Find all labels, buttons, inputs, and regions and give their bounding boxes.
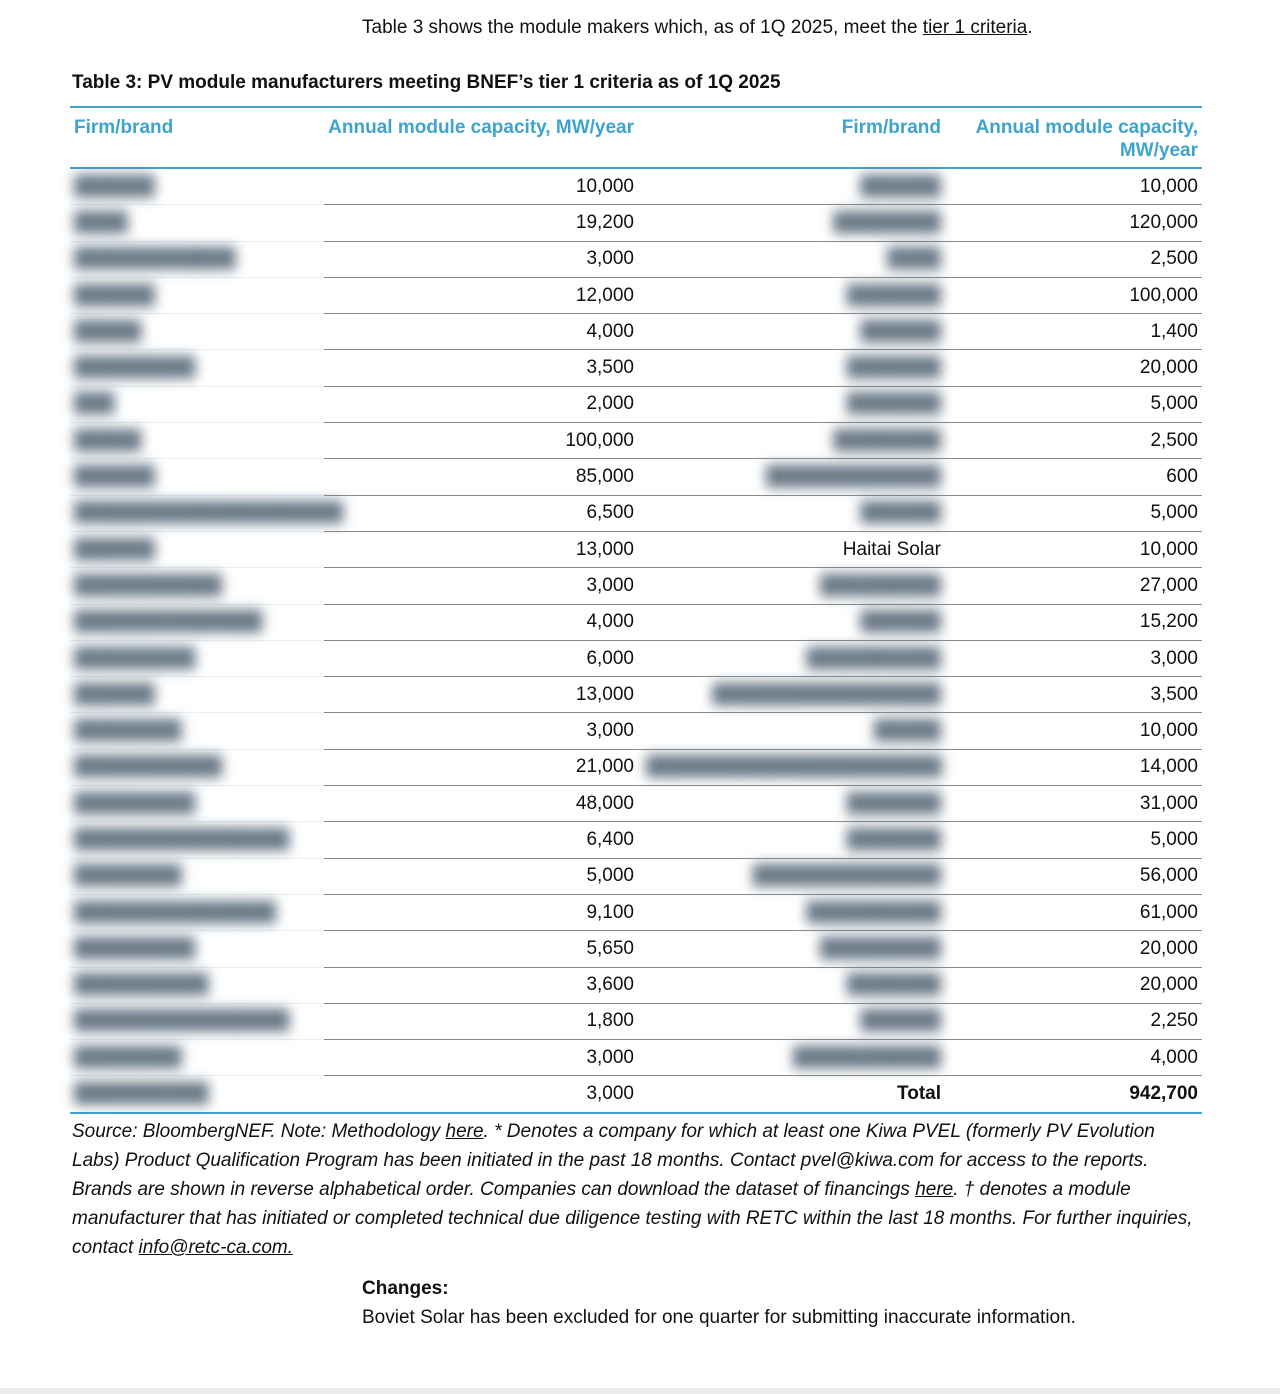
table-row [70,277,1202,313]
table-row [70,1040,1202,1076]
redacted-firm-name: ███████████ [74,574,223,596]
firm-brand-right-cell [642,386,945,422]
redacted-firm-name: █████████████ [766,466,941,488]
capacity-right-cell [945,1040,1202,1076]
table-title: Table 3: PV module manufacturers meeting BNEF’s tier 1 criteria as of 1Q 2025 [72,72,781,93]
capacity-right-cell-text: 14,000 [1139,756,1198,778]
firm-brand-right-cell [642,894,945,930]
capacity-left-cell-text: 2,000 [586,393,634,415]
redacted-firm-name: ██████████ [74,974,209,996]
redacted-firm-name: ████████████ [74,248,236,270]
redacted-firm-name: ████████████████████ [74,502,344,524]
firm-brand-right-cell [642,168,945,205]
capacity-left-cell-text: 3,000 [586,1083,634,1105]
firm-brand-right-cell [642,786,945,822]
capacity-right-cell [945,713,1202,749]
capacity-left-cell [324,967,642,1003]
capacity-right-cell-text: 2,500 [1150,429,1198,451]
firm-brand-right-cell [642,822,945,858]
footnote-text-1: Source: BloombergNEF. Note: Methodology [72,1121,446,1142]
capacity-left-cell-text: 6,500 [586,502,634,524]
firm-brand-right-cell [642,277,945,313]
capacity-left-cell-text: 3,000 [586,248,634,270]
capacity-left-cell [324,168,642,205]
table-row [70,894,1202,930]
firm-brand-left-cell [70,786,324,822]
redacted-firm-name: ████████ [833,211,941,233]
redacted-firm-name: ████ [74,211,128,233]
table-row [70,931,1202,967]
capacity-left-cell [324,786,642,822]
capacity-left-cell [324,1076,642,1113]
firm-brand-right-cell [642,205,945,241]
capacity-left-cell-text: 21,000 [575,756,634,778]
table-row [70,241,1202,277]
capacity-right-cell-text: 61,000 [1139,901,1198,923]
capacity-left-cell-text: 4,000 [586,611,634,633]
capacity-left-cell-text: 5,650 [586,937,634,959]
firm-brand-left-cell [70,931,324,967]
redacted-firm-name: ██████ [860,1010,941,1032]
capacity-left-cell [324,531,642,567]
capacity-left-cell-text: 3,000 [586,720,634,742]
table-row [70,604,1202,640]
capacity-right-cell [945,640,1202,676]
redacted-firm-name: ██████ [860,320,941,342]
table-header-row [70,107,1202,168]
table-row [70,495,1202,531]
capacity-left-cell [324,386,642,422]
firm-brand-right-cell [642,967,945,1003]
capacity-right-cell [945,241,1202,277]
firm-brand-left-cell [70,604,324,640]
firm-brand-right-cell [642,604,945,640]
capacity-left-cell [324,350,642,386]
capacity-right-cell [945,894,1202,930]
capacity-left-cell-text: 3,500 [586,357,634,379]
redacted-firm-name: ██████████ [74,1083,209,1105]
capacity-right-cell [945,314,1202,350]
header-capacity-right: Annual module capacity, MW/year [945,107,1202,168]
capacity-left-cell [324,858,642,894]
redacted-firm-name: ███████ [846,357,941,379]
firm-brand-left-cell [70,967,324,1003]
capacity-left-cell [324,1003,642,1039]
table-row [70,386,1202,422]
capacity-right-cell-text: 4,000 [1150,1046,1198,1068]
capacity-left-cell-text: 48,000 [575,792,634,814]
capacity-left-cell-text: 3,000 [586,1046,634,1068]
firm-brand-right-cell [642,1040,945,1076]
capacity-right-cell-text: 10,000 [1139,175,1198,197]
firm-brand-left-cell [70,277,324,313]
firm-brand-right-cell [642,314,945,350]
firm-brand-left-cell [70,749,324,785]
dataset-link[interactable]: here [915,1179,954,1200]
total-value [945,1076,1202,1113]
footnote-text-3: . † denotes a module manufacturer that has initiated or completed technical due diligence testing with RETC within the last 18 months. For further inquiries, contact [72,1179,1193,1258]
capacity-right-cell-text: 56,000 [1139,865,1198,887]
changes-text: Boviet Solar has been excluded for one quarter for submitting inaccurate information. [362,1307,1076,1328]
firm-brand-left-cell [70,822,324,858]
table-row [70,1003,1202,1039]
capacity-left-cell-text: 6,000 [586,647,634,669]
capacity-right-cell-text: 5,000 [1150,502,1198,524]
capacity-left-cell [324,931,642,967]
table-row [70,713,1202,749]
table-row [70,640,1202,676]
table-row [70,858,1202,894]
redacted-firm-name: ██████████████████████ [646,756,943,778]
pv-manufacturers-table [70,106,1202,1114]
intro-text-before: Table 3 shows the module makers which, as of 1Q 2025, meet the [362,17,923,38]
redacted-firm-name: ███████ [846,393,941,415]
firm-brand-right-cell [642,713,945,749]
redacted-firm-name: ████████████████ [74,1010,290,1032]
capacity-right-cell-text: 3,000 [1150,647,1198,669]
table-row [70,677,1202,713]
redacted-firm-name: ██████ [860,611,941,633]
redacted-firm-name: █████████ [74,647,196,669]
capacity-left-cell-text: 12,000 [575,284,634,306]
capacity-left-cell [324,568,642,604]
redacted-firm-name: █████████ [819,574,941,596]
table-row [70,350,1202,386]
redacted-firm-name: ███████ [846,974,941,996]
table-row [70,205,1202,241]
capacity-right-cell [945,931,1202,967]
capacity-left-cell [324,677,642,713]
header-firm-brand-left: Firm/brand [70,107,324,168]
firm-brand-left-cell [70,205,324,241]
capacity-left-cell [324,822,642,858]
capacity-right-cell-text: 10,000 [1139,720,1198,742]
table-row [70,459,1202,495]
redacted-firm-name: ███████ [846,284,941,306]
intro-sentence [362,16,1033,40]
redacted-firm-name: ██████ [74,466,155,488]
redacted-firm-name: █████████████████ [712,683,941,705]
capacity-right-cell-text: 27,000 [1139,574,1198,596]
redacted-firm-name: ████ [887,248,941,270]
redacted-firm-name: ████████ [833,429,941,451]
capacity-right-cell [945,822,1202,858]
redacted-firm-name: ██████ [74,683,155,705]
capacity-left-cell-text: 13,000 [575,538,634,560]
firm-brand-right-cell [642,531,945,567]
redacted-firm-name: █████████ [74,792,196,814]
capacity-right-cell-text: 20,000 [1139,937,1198,959]
capacity-left-cell [324,205,642,241]
header-firm-brand-right: Firm/brand [642,107,945,168]
firm-brand-left-cell [70,423,324,459]
capacity-left-cell [324,241,642,277]
capacity-right-cell [945,604,1202,640]
capacity-left-cell [324,894,642,930]
capacity-right-cell [945,749,1202,785]
capacity-right-cell-text: 5,000 [1150,393,1198,415]
redacted-firm-name: ██████ [74,538,155,560]
firm-brand-right-cell [642,568,945,604]
table-row [70,568,1202,604]
table-body [70,168,1202,1113]
redacted-firm-name: ██████████████ [74,611,263,633]
capacity-left-cell [324,459,642,495]
capacity-left-cell [324,495,642,531]
firm-brand-left-cell [70,1076,324,1113]
capacity-right-cell-text: 1,400 [1150,320,1198,342]
table-row [70,531,1202,567]
methodology-link[interactable]: here [445,1121,484,1142]
table-row [70,749,1202,785]
redacted-firm-name: █████████ [74,357,196,379]
capacity-right-cell [945,495,1202,531]
capacity-left-cell-text: 1,800 [586,1010,634,1032]
firm-brand-right-cell [642,350,945,386]
capacity-left-cell [324,277,642,313]
redacted-firm-name: ███████████ [792,1046,941,1068]
capacity-right-cell [945,459,1202,495]
firm-brand-left-cell [70,495,344,531]
capacity-right-cell [945,423,1202,459]
redacted-firm-name: █████ [873,720,941,742]
redacted-firm-name: ████████████████ [74,828,290,850]
total-label-text: Total [897,1083,941,1105]
redacted-firm-name: ███ [74,393,115,415]
capacity-right-cell [945,205,1202,241]
firm-brand-left-cell [70,640,324,676]
firm-brand-left-cell [70,858,324,894]
capacity-right-cell-text: 15,200 [1139,611,1198,633]
firm-brand-left-cell [70,314,324,350]
firm-brand-left-cell [70,168,324,205]
table-row [70,168,1202,205]
tier-1-criteria-link[interactable]: tier 1 criteria [922,17,1028,38]
capacity-left-cell-text: 100,000 [565,429,634,451]
capacity-right-cell-text: 31,000 [1139,792,1198,814]
header-capacity-left: Annual module capacity, MW/year [324,107,642,168]
firm-brand-right-cell [642,241,945,277]
redacted-firm-name: ██████████████ [752,865,941,887]
capacity-left-cell [324,713,642,749]
capacity-left-cell [324,1040,642,1076]
table-row [70,423,1202,459]
capacity-right-cell [945,531,1202,567]
capacity-right-cell-text: 3,500 [1150,683,1198,705]
capacity-right-cell-text: 20,000 [1139,974,1198,996]
redacted-firm-name: █████████ [819,937,941,959]
redacted-firm-name: ████████ [74,865,182,887]
table-row [70,314,1202,350]
firm-brand-right-cell [642,677,945,713]
redacted-firm-name: ██████ [74,175,155,197]
capacity-right-cell [945,568,1202,604]
capacity-left-cell [324,640,642,676]
page-bottom-edge [0,1388,1280,1394]
firm-brand-left-cell [70,350,324,386]
redacted-firm-name: ███████ [846,828,941,850]
redacted-firm-name: █████ [74,429,142,451]
redacted-firm-name: ███████████ [74,756,223,778]
capacity-left-cell [324,314,642,350]
firm-brand-left-cell [70,1003,324,1039]
capacity-right-cell [945,786,1202,822]
capacity-right-cell-text: 5,000 [1150,828,1198,850]
capacity-right-cell-text: 100,000 [1129,284,1198,306]
capacity-right-cell [945,277,1202,313]
capacity-right-cell [945,1003,1202,1039]
firm-brand-left-cell [70,459,324,495]
capacity-right-cell-text: 10,000 [1139,538,1198,560]
capacity-left-cell-text: 3,600 [586,974,634,996]
capacity-right-cell-text: 20,000 [1139,357,1198,379]
capacity-left-cell-text: 85,000 [575,466,634,488]
capacity-right-cell-text: 2,250 [1150,1010,1198,1032]
firm-brand-left-cell [70,241,324,277]
firm-brand-right-cell [642,495,945,531]
redacted-firm-name: █████████ [74,937,196,959]
table-row [70,967,1202,1003]
firm-brand-left-cell [70,713,324,749]
capacity-right-cell [945,168,1202,205]
capacity-right-cell [945,677,1202,713]
redacted-firm-name: █████ [74,320,142,342]
redacted-firm-name: ███████████████ [74,901,276,923]
redacted-firm-name: ███████ [846,792,941,814]
capacity-left-cell-text: 5,000 [586,865,634,887]
firm-brand-left-cell [70,568,324,604]
redacted-firm-name: ████████ [74,1046,182,1068]
firm-brand-left-cell [70,677,324,713]
firm-brand-right-cell [642,1003,945,1039]
firm-brand-right-cell-text: Haitai Solar [842,538,941,560]
firm-brand-left-cell [70,1040,324,1076]
redacted-firm-name: ████████ [74,720,182,742]
redacted-firm-name: ██████ [860,502,941,524]
footnote-text-2: . * Denotes a company for which at least one Kiwa PVEL (formerly PV Evolution Labs) Product Qualification Program has been initiated in the past 18 months. Contact pvel@kiwa.com for access to the reports. Brands are shown in reverse alphabetical order. Companies can download the dataset of financings [72,1121,1155,1200]
firm-brand-right-cell [642,858,945,894]
firm-brand-right-cell [642,459,945,495]
capacity-left-cell-text: 13,000 [575,683,634,705]
table-row [70,786,1202,822]
capacity-right-cell-text: 2,500 [1150,248,1198,270]
changes-heading: Changes: [362,1278,449,1299]
redacted-firm-name: ██████████ [806,647,941,669]
firm-brand-right-cell [642,640,945,676]
redacted-firm-name: ██████ [74,284,155,306]
firm-brand-right-cell [642,749,945,785]
capacity-right-cell [945,350,1202,386]
firm-brand-left-cell [70,386,324,422]
capacity-left-cell-text: 10,000 [575,175,634,197]
capacity-left-cell-text: 6,400 [586,828,634,850]
capacity-left-cell-text: 4,000 [586,320,634,342]
total-value-text: 942,700 [1129,1083,1198,1105]
table-row [70,822,1202,858]
total-label [642,1076,945,1113]
capacity-left-cell-text: 19,200 [575,211,634,233]
firm-brand-right-cell [642,423,945,459]
retc-email-link[interactable]: info@retc-ca.com. [138,1237,293,1258]
capacity-right-cell-text: 120,000 [1129,211,1198,233]
capacity-right-cell [945,967,1202,1003]
capacity-left-cell-text: 9,100 [586,901,634,923]
firm-brand-left-cell [70,894,324,930]
capacity-right-cell [945,858,1202,894]
capacity-left-cell-text: 3,000 [586,574,634,596]
capacity-right-cell-text: 600 [1166,466,1198,488]
table-row [70,1076,1202,1113]
source-footnote [72,1117,1197,1262]
firm-brand-right-cell [642,931,945,967]
redacted-firm-name: ██████ [860,175,941,197]
redacted-firm-name: ██████████ [806,901,941,923]
capacity-left-cell [324,604,642,640]
capacity-left-cell [324,749,642,785]
intro-text-after: . [1027,17,1033,38]
firm-brand-left-cell [70,531,324,567]
capacity-left-cell [324,423,642,459]
capacity-right-cell [945,386,1202,422]
